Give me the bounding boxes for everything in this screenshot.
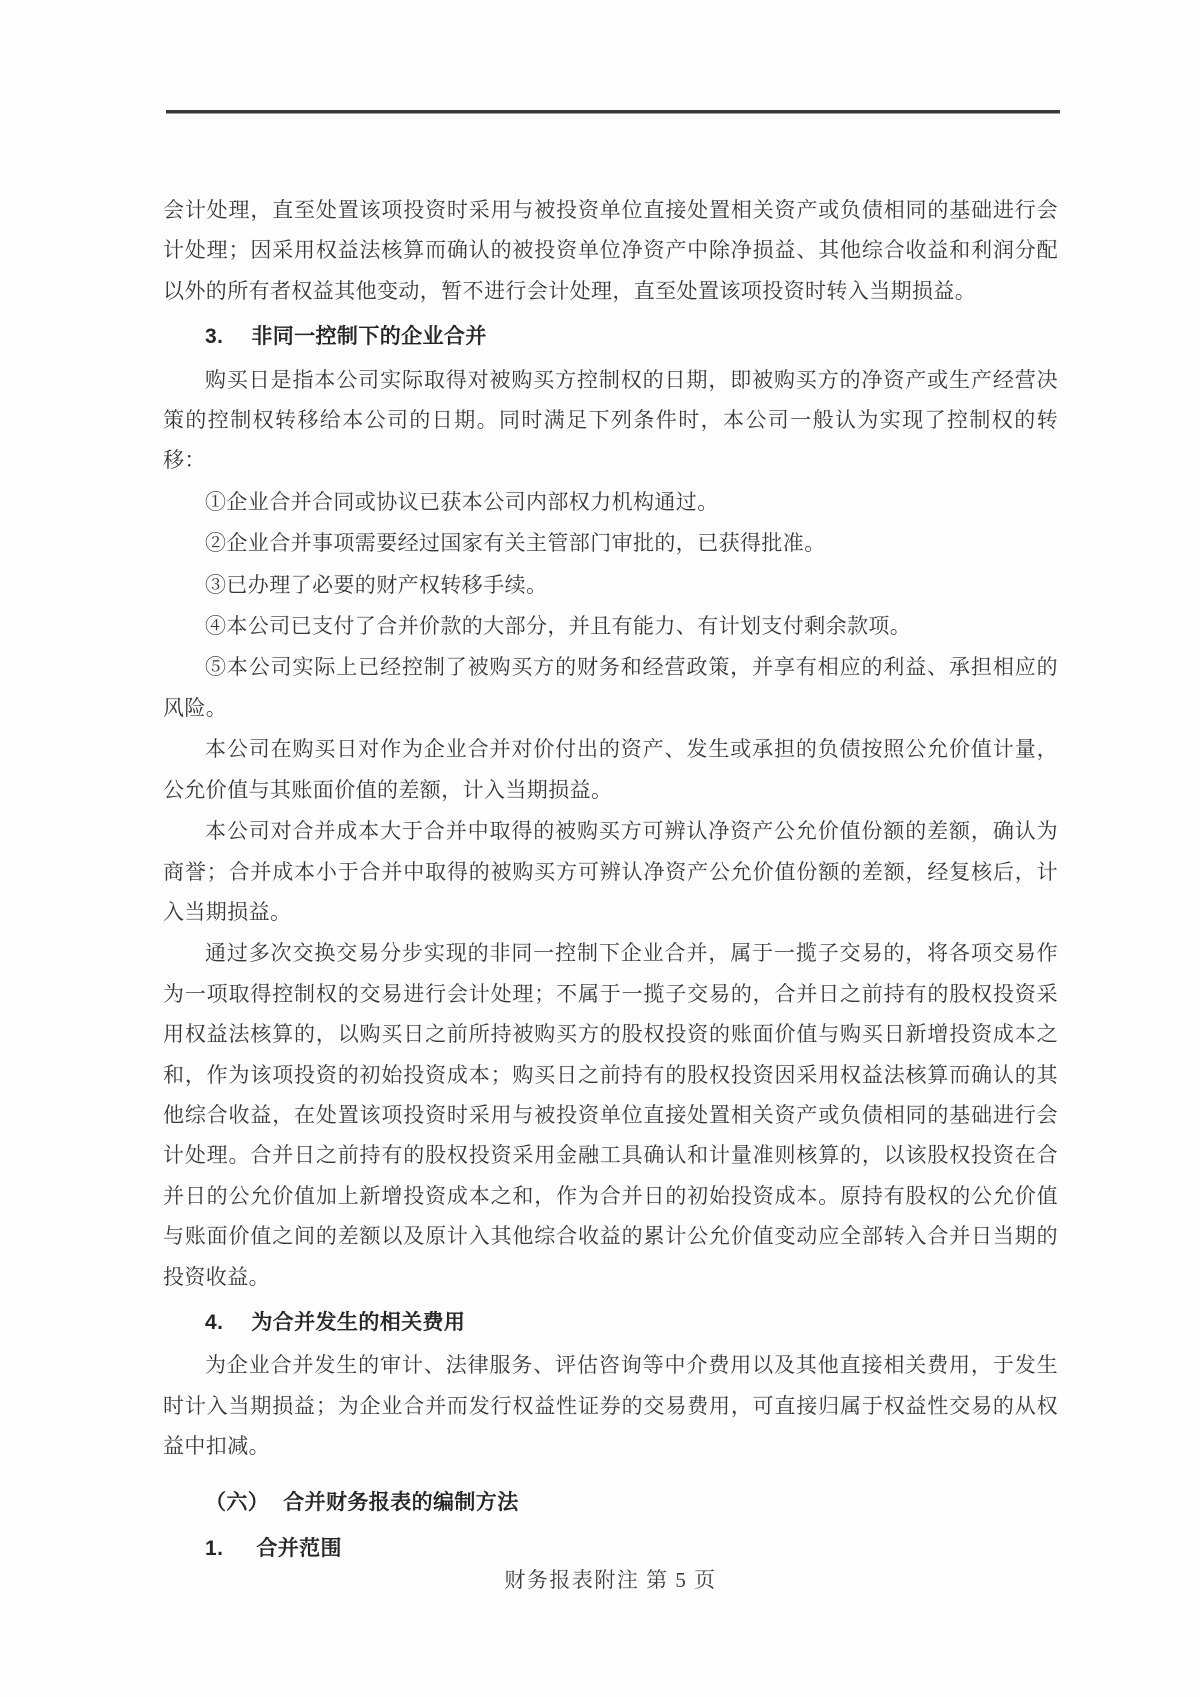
condition-item-4: ④本公司已支付了合并价款的大部分，并且有能力、有计划支付剩余款项。 [205,614,912,639]
heading-title: 合并财务报表的编制方法 [283,1490,519,1514]
page-footer: 财务报表附注 第 5 页 [504,1568,717,1592]
heading-number: 3. [205,325,224,349]
heading-title: 非同一控制下的企业合并 [251,325,487,349]
document-body [163,190,1058,1571]
purchase-date-paragraph: 购买日是指本公司实际取得对被购买方控制权的日期，即被购买方的净资产或生产经营决策的控制权转移给本公司的日期。同时满足下列条件时，本公司一般认为实现了控制权的转移： [163,367,1058,473]
section-4-heading [163,1303,1058,1343]
heading-title: 合并范围 [256,1537,342,1560]
condition-item-1: ①企业合并合同或协议已获本公司内部权力机构通过。 [205,489,719,514]
heading-title: 为合并发生的相关费用 [251,1310,466,1334]
condition-item-5: ⑤本公司实际上已经控制了被购买方的财务和经营政策，并享有相应的利益、承担相应的风险。 [163,655,1058,720]
fair-value-paragraph: 本公司在购买日对作为企业合并对价付出的资产、发生或承担的负债按照公允价值计量，公允价值与其账面价值的差额，计入当期损益。 [163,737,1058,802]
section-6-heading [163,1483,1058,1523]
step-acquisition-paragraph: 通过多次交换交易分步实现的非同一控制下企业合并，属于一揽子交易的，将各项交易作为一项取得控制权的交易进行会计处理；不属于一揽子交易的，合并日之前持有的股权投资采用权益法核算的，以购买日之前所持被购买方的股权投资的账面价值与购买日新增投资成本之和，作为该项投资的初始投资成本；购买日之前持有的股权投资因采用权益法核算而确认的其他综合收益，在处置该项投资时采用与被投资单位直接处置相关资产或负债相同的基础进行会计处理。合并日之前持有的股权投资采用金融工具确认和计量准则核算的，以该股权投资在合并日的公允价值加上新增投资成本之和，作为合并日的初始投资成本。原持有股权的公允价值与账面价值之间的差额以及原计入其他综合收益的累计公允价值变动应全部转入合并日当期的投资收益。 [163,941,1058,1289]
merger-costs-paragraph: 为企业合并发生的审计、法律服务、评估咨询等中介费用以及其他直接相关费用，于发生时计入当期损益；为企业合并而发行权益性证券的交易费用，可直接归属于权益性交易的从权益中扣减。 [163,1353,1058,1459]
heading-number: 4. [205,1310,224,1334]
goodwill-paragraph: 本公司对合并成本大于合并中取得的被购买方可辨认净资产公允价值份额的差额，确认为商誉；合并成本小于合并中取得的被购买方可辨认净资产公允价值份额的差额，经复核后，计入当期损益。 [163,819,1058,924]
continuation-paragraph: 会计处理，直至处置该项投资时采用与被投资单位直接处置相关资产或负债相同的基础进行会计处理；因采用权益法核算而确认的被投资单位净资产中除净损益、其他综合收益和利润分配以外的所有者权益其他变动，暂不进行会计处理，直至处置该项投资时转入当期损益。 [163,198,1058,303]
condition-item-3: ③已办理了必要的财产权转移手续。 [205,572,548,597]
heading-number: 1. [205,1537,224,1560]
condition-item-2: ②企业合并事项需要经过国家有关主管部门审批的，已获得批准。 [205,531,826,556]
section-3-heading [163,317,1058,357]
header-divider [166,110,1060,114]
heading-number: （六） [205,1490,270,1514]
